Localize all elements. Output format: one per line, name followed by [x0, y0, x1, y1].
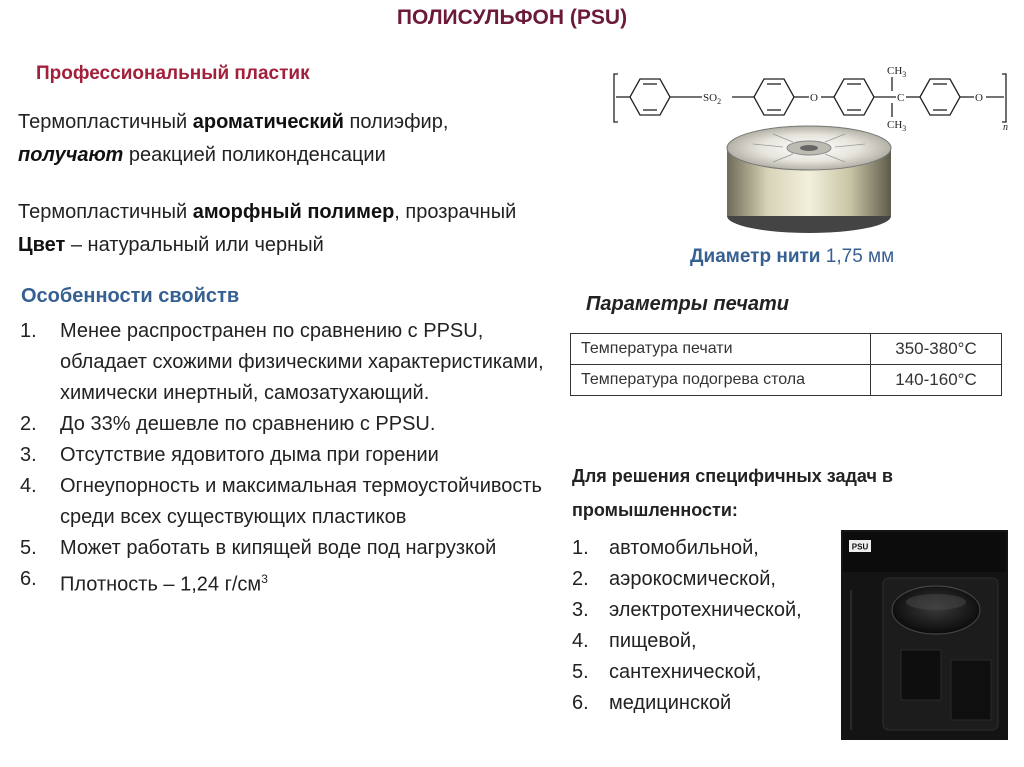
industry-item-number: 1.: [572, 537, 589, 559]
intro-line-2: получают реакцией поликонденсации: [18, 144, 386, 166]
feature-item-superscript: 3: [261, 572, 268, 586]
intro-paragraph: [18, 106, 448, 172]
filament-diameter-value: 1,75 мм: [825, 246, 895, 267]
methyl-group-top: $CH_3$: [887, 65, 907, 79]
industry-item-text: электротехнической,: [609, 599, 802, 621]
methyl-group-bottom: $CH_3$: [887, 119, 907, 132]
param-name: Температура подогрева стола: [571, 365, 871, 396]
industry-item-number: 2.: [572, 568, 589, 590]
feature-item-text: Огнеупорность и максимальная термоустойчивость среди всех существующих пластиков: [60, 475, 542, 528]
print-params-row: [571, 334, 1002, 365]
industry-item-number: 3.: [572, 599, 589, 621]
industry-item-text: медицинской: [609, 692, 732, 714]
industry-item-text: автомобильной,: [609, 537, 759, 559]
industries-title: Для решения специфичных задач в промышленности:: [572, 466, 893, 520]
properties-line-2: Цвет – натуральный или черный: [18, 234, 324, 256]
feature-item-number: 1.: [20, 320, 37, 342]
industry-item: [572, 688, 842, 719]
feature-item-text: До 33% дешевле по сравнению с PPSU.: [60, 413, 436, 435]
print-params-row: [571, 365, 1002, 396]
industry-item: [572, 533, 842, 564]
psu-label-text: PSU: [851, 542, 869, 552]
param-value: 140-160°С: [871, 365, 1002, 396]
feature-item: [20, 533, 560, 564]
param-name: Температура печати: [571, 334, 871, 365]
features-list: [20, 316, 560, 601]
feature-item-number: 5.: [20, 537, 37, 559]
industry-item: [572, 657, 842, 688]
industry-item: [572, 626, 842, 657]
properties-line-1: Термопластичный аморфный полимер, прозрачный: [18, 201, 517, 223]
filament-diameter: [690, 246, 894, 268]
param-value: 350-380°С: [871, 334, 1002, 365]
industry-item-number: 5.: [572, 661, 589, 683]
filament-diameter-label: Диаметр нити: [690, 246, 821, 267]
feature-item: [20, 316, 560, 409]
feature-item-text: Менее распространен по сравнению с PPSU, обладает схожими физическими характеристиками, химически инертный, самозатухающий.: [60, 320, 544, 404]
repeat-index-n: n: [1003, 122, 1008, 132]
feature-item-text: Плотность – 1,24 г/см: [60, 573, 262, 596]
feature-item-text: Отсутствие ядовитого дыма при горении: [60, 444, 439, 466]
feature-item-text: Может работать в кипящей воде под нагрузкой: [60, 537, 497, 559]
print-params-title: Параметры печати: [586, 293, 790, 315]
feature-item: [20, 564, 560, 601]
oxygen-atom-2: O: [975, 92, 983, 104]
industries-list: [572, 533, 842, 719]
industry-item-text: сантехнической,: [609, 661, 762, 683]
feature-item-number: 3.: [20, 444, 37, 466]
carbon-atom: C: [897, 92, 905, 104]
feature-item: [20, 440, 560, 471]
so2-group: $SO_2$: [703, 92, 722, 106]
print-params-table: [570, 333, 1002, 396]
properties-paragraph: [18, 196, 516, 262]
feature-item: [20, 471, 560, 533]
intro-line-1: Термопластичный ароматический полиэфир,: [18, 111, 449, 133]
industry-item-number: 6.: [572, 692, 589, 714]
industry-item-text: аэрокосмической,: [609, 568, 776, 590]
psu-part-image: [841, 530, 1008, 740]
industry-item: [572, 564, 842, 595]
industry-item: [572, 595, 842, 626]
feature-item-number: 2.: [20, 413, 37, 435]
filament-spool-image: [723, 118, 895, 236]
feature-item: [20, 409, 560, 440]
feature-item-number: 6.: [20, 568, 37, 590]
page-subtitle: Профессиональный пластик: [36, 63, 310, 84]
industry-item-text: пищевой,: [609, 630, 697, 652]
features-title: Особенности свойств: [21, 285, 240, 307]
oxygen-atom-1: O: [810, 92, 818, 104]
feature-item-number: 4.: [20, 475, 37, 497]
page-title: ПОЛИСУЛЬФОН (PSU): [396, 6, 628, 29]
industry-item-number: 4.: [572, 630, 589, 652]
